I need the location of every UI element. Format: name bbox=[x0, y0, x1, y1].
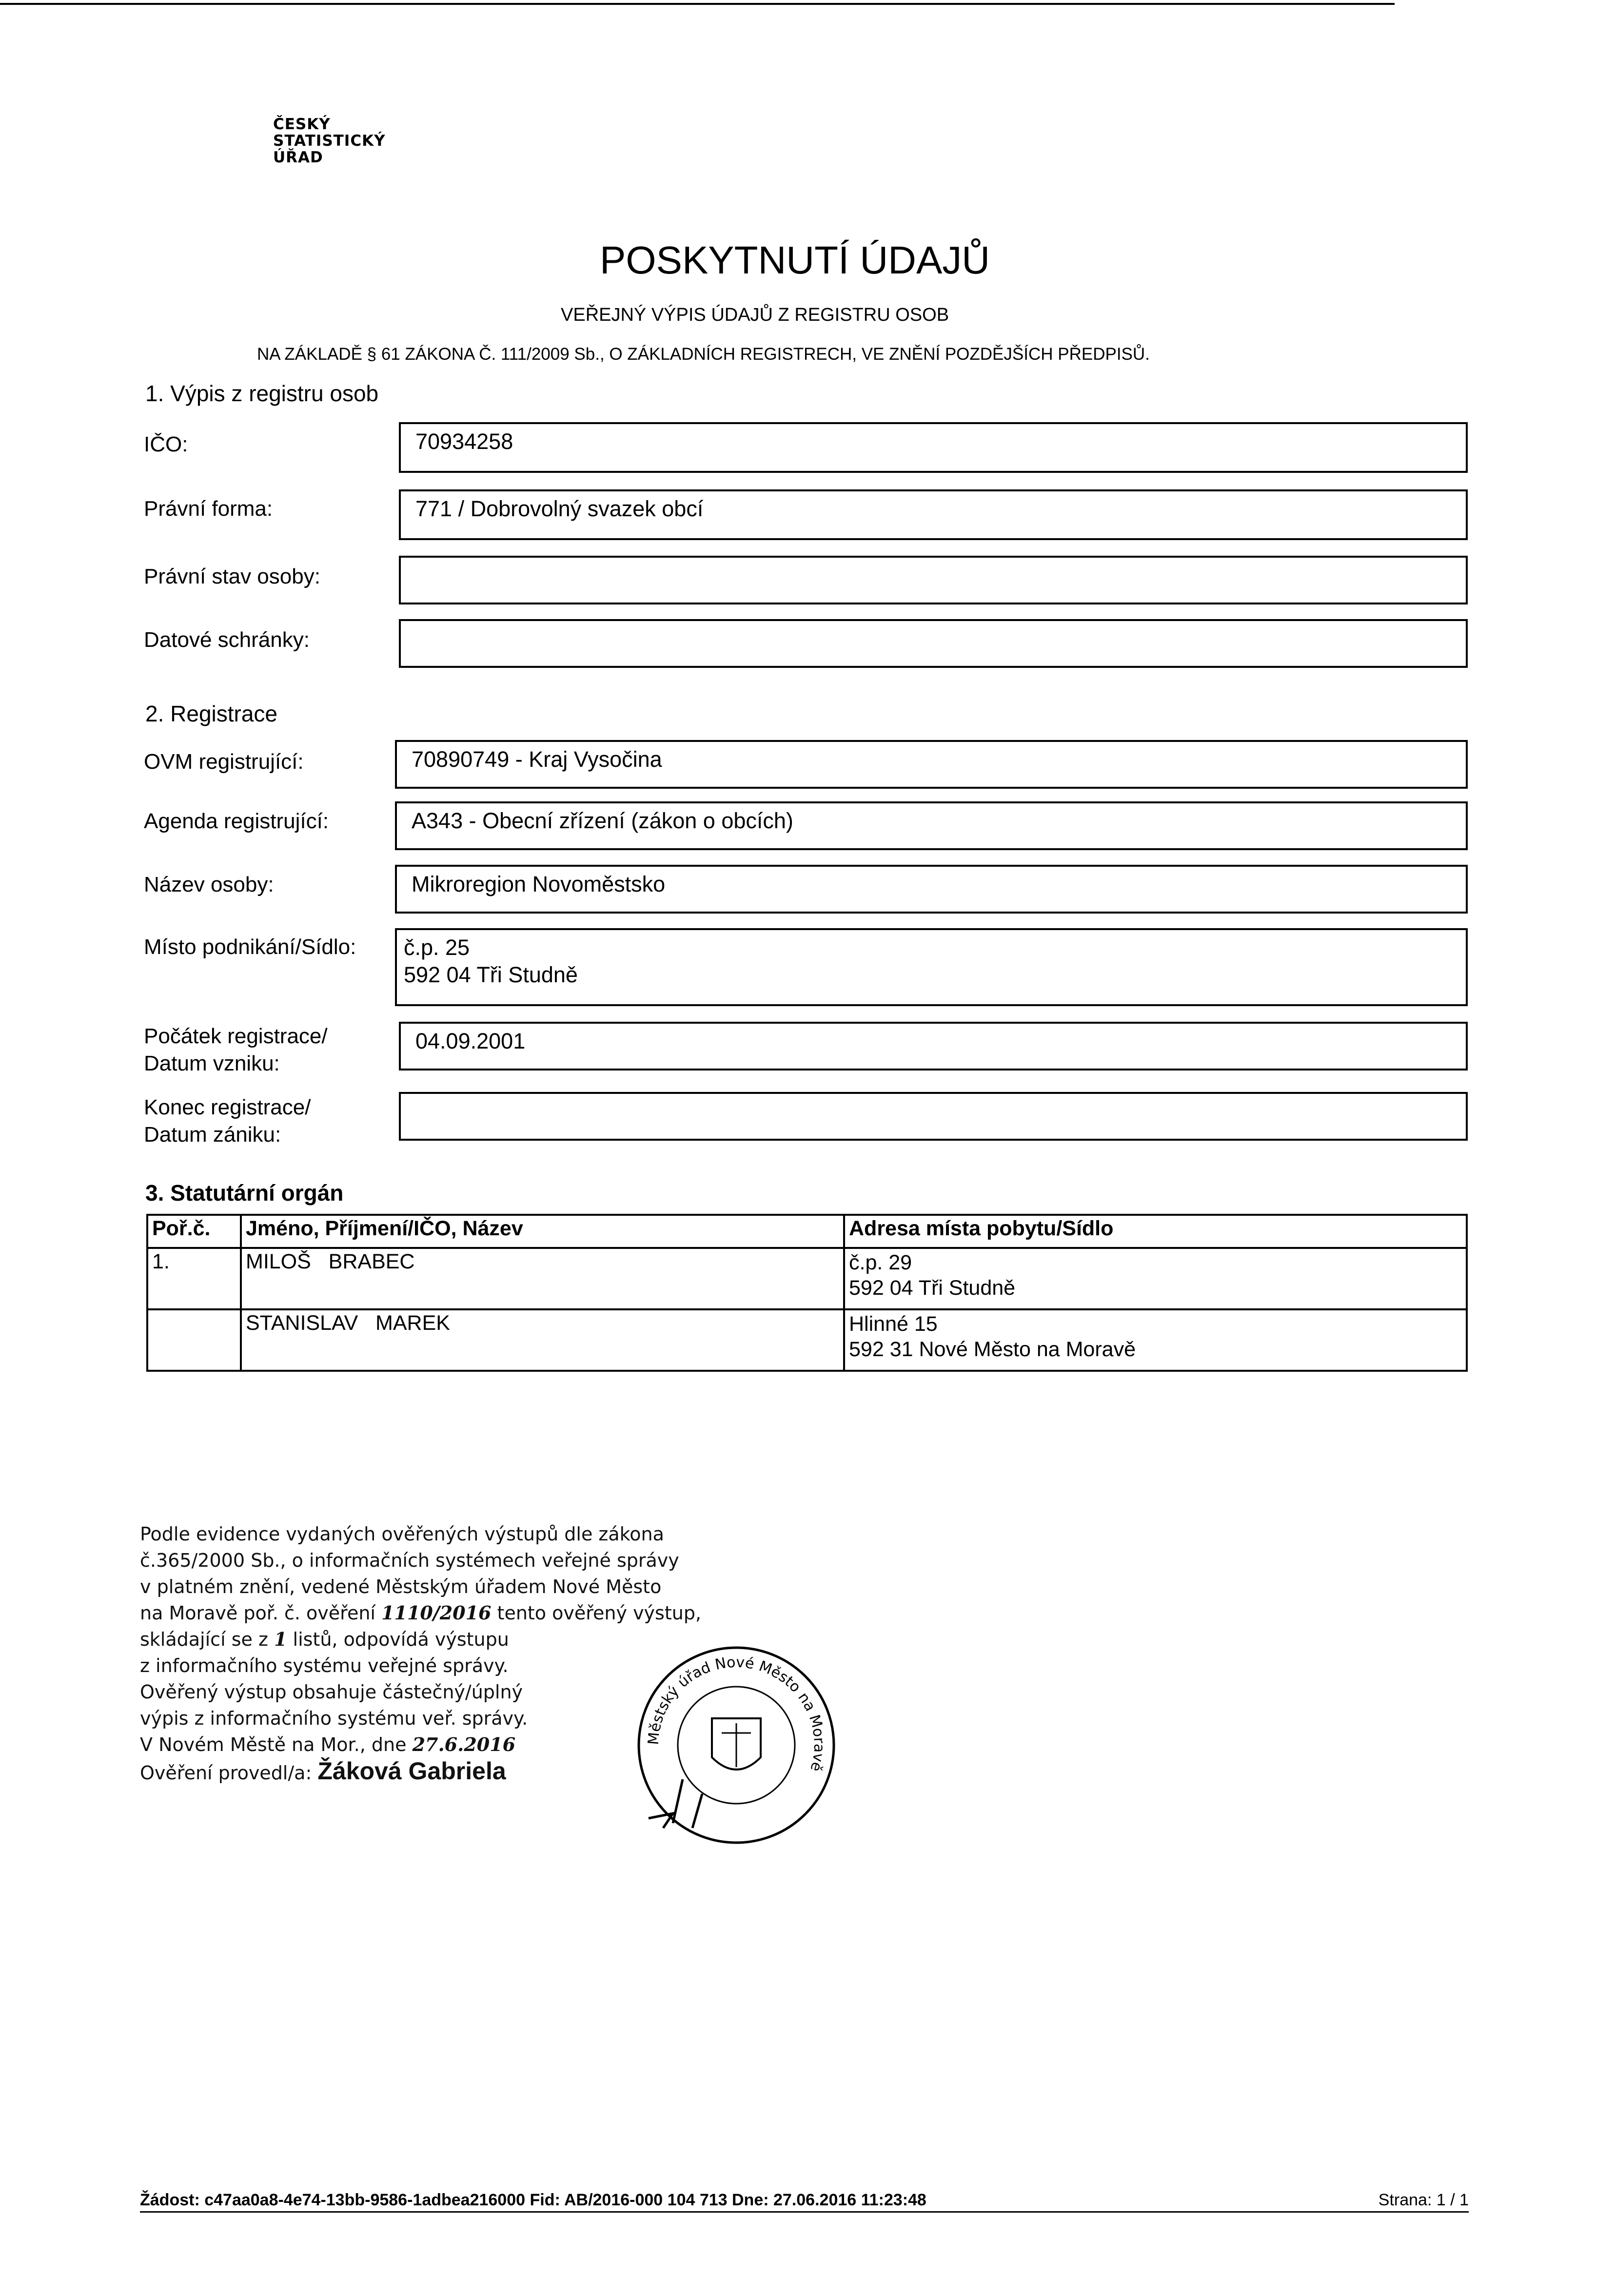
document-title: POSKYTNUTÍ ÚDAJŮ bbox=[600, 238, 990, 282]
agenda-field bbox=[395, 801, 1468, 850]
nazev-value: Mikroregion Novoměstsko bbox=[412, 872, 666, 896]
verification-line-5-tail: listů, odpovídá výstupu bbox=[287, 1629, 509, 1650]
verification-line-5 bbox=[140, 1626, 701, 1653]
logo-line-2: STATISTICKÝ bbox=[273, 132, 386, 150]
misto-field bbox=[395, 928, 1468, 1006]
handwritten-date: 27.6.2016 bbox=[412, 1733, 516, 1755]
pravni-forma-field bbox=[399, 489, 1468, 540]
column-header-name: Jméno, Příjmení/IČO, Název bbox=[241, 1215, 844, 1248]
verification-line-2: č.365/2000 Sb., o informačních systémech veřejné správy bbox=[140, 1550, 679, 1571]
pravni-stav-label: Právní stav osoby: bbox=[144, 564, 320, 588]
pocatek-label-line-1: Počátek registrace/ bbox=[144, 1024, 328, 1048]
nazev-label: Název osoby: bbox=[144, 873, 274, 896]
agenda-label: Agenda registrující: bbox=[144, 809, 329, 833]
row-index bbox=[147, 1309, 241, 1371]
datove-schranky-field bbox=[399, 619, 1468, 668]
pocatek-label-line-2: Datum vzniku: bbox=[144, 1051, 280, 1075]
misto-line-2: 592 04 Tři Studně bbox=[404, 962, 578, 987]
column-header-address: Adresa místa pobytu/Sídlo bbox=[844, 1215, 1467, 1248]
section-3-heading: 3. Statutární orgán bbox=[145, 1180, 344, 1206]
row-name: STANISLAV MAREK bbox=[241, 1309, 844, 1371]
verification-line-4-text: na Moravě poř. č. ověření bbox=[140, 1602, 382, 1624]
footer-rule bbox=[140, 2211, 1469, 2213]
column-header-index: Poř.č. bbox=[147, 1215, 241, 1248]
section-2-heading: 2. Registrace bbox=[145, 701, 278, 726]
verification-line-9-text: V Novém Městě na Mor., dne bbox=[140, 1734, 413, 1755]
pocatek-field bbox=[399, 1022, 1468, 1070]
konec-label-line-1: Konec registrace/ bbox=[144, 1095, 311, 1119]
pravni-forma-label: Právní forma: bbox=[144, 497, 273, 521]
verification-stamp-text bbox=[140, 1521, 701, 1786]
row-address bbox=[844, 1309, 1467, 1371]
verification-line-10 bbox=[140, 1758, 701, 1786]
handwritten-signature-mark bbox=[644, 1765, 722, 1833]
document-subtitle: VEŘEJNÝ VÝPIS ÚDAJŮ Z REGISTRU OSOB bbox=[561, 305, 949, 325]
seal-emblem-detail-icon bbox=[722, 1723, 751, 1767]
agenda-value: A343 - Obecní zřízení (zákon o obcích) bbox=[412, 808, 793, 833]
verification-line-5-text: skládající se z bbox=[140, 1629, 274, 1650]
signatory-name: Žáková Gabriela bbox=[317, 1757, 506, 1785]
verification-line-3: v platném znění, vedené Městským úřadem Nové Město bbox=[140, 1576, 662, 1597]
footer-page: Strana: 1 / 1 bbox=[1378, 2191, 1469, 2209]
row-address-line-1: č.p. 29 bbox=[849, 1251, 912, 1274]
pravni-stav-field bbox=[399, 556, 1468, 604]
section-1-heading: 1. Výpis z registru osob bbox=[145, 381, 379, 406]
ico-field bbox=[399, 422, 1468, 473]
verification-line-6: z informačního systému veřejné správy. bbox=[140, 1655, 509, 1676]
row-address-line-2: 592 04 Tři Studně bbox=[849, 1276, 1016, 1300]
statutory-body-table bbox=[146, 1214, 1468, 1372]
ico-label: IČO: bbox=[144, 432, 188, 456]
table-header-row bbox=[147, 1215, 1467, 1248]
top-rule bbox=[0, 3, 1395, 5]
misto-line-1: č.p. 25 bbox=[404, 935, 470, 960]
verification-line-9 bbox=[140, 1732, 701, 1758]
seal-line-2: Nové Město na Moravě bbox=[713, 1654, 828, 1773]
pravni-forma-value: 771 / Dobrovolný svazek obcí bbox=[415, 496, 704, 521]
verification-line-4 bbox=[140, 1600, 701, 1626]
verification-line-8: výpis z informačního systému veř. správy. bbox=[140, 1708, 528, 1729]
ovm-label: OVM registrující: bbox=[144, 750, 304, 774]
ovm-value: 70890749 - Kraj Vysočina bbox=[412, 747, 662, 772]
row-name: MILOŠ BRABEC bbox=[241, 1248, 844, 1309]
handwritten-record-number: 1110/2016 bbox=[381, 1602, 492, 1624]
legal-basis: NA ZÁKLADĚ § 61 ZÁKONA Č. 111/2009 Sb., O ZÁKLADNÍCH REGISTRECH, VE ZNĚNÍ POZDĚJŠÍCH PŘEDPISŮ. bbox=[257, 345, 1150, 364]
row-address-line-2: 592 31 Nové Město na Moravě bbox=[849, 1338, 1136, 1361]
pocatek-value: 04.09.2001 bbox=[415, 1029, 526, 1053]
misto-label: Místo podnikání/Sídlo: bbox=[144, 935, 356, 959]
verification-line-4-tail: tento ověřený výstup, bbox=[491, 1602, 702, 1624]
konec-label-line-2: Datum zániku: bbox=[144, 1123, 281, 1147]
nazev-field bbox=[395, 865, 1468, 914]
table-row bbox=[147, 1248, 1467, 1309]
footer-request: Žádost: c47aa0a8-4e74-13bb-9586-1adbea216000 Fid: AB/2016-000 104 713 Dne: 27.06.2016 11:23:48 bbox=[140, 2191, 926, 2209]
signature-stroke bbox=[649, 1779, 702, 1828]
datove-schranky-label: Datové schránky: bbox=[144, 628, 310, 652]
logo-line-3: ÚŘAD bbox=[273, 149, 323, 166]
row-address-line-1: Hlinné 15 bbox=[849, 1312, 938, 1336]
logo-line-1: ČESKÝ bbox=[273, 116, 331, 133]
handwritten-sheet-count: 1 bbox=[274, 1628, 287, 1650]
konec-label bbox=[144, 1094, 311, 1148]
row-index: 1. bbox=[147, 1248, 241, 1309]
ico-value: 70934258 bbox=[415, 429, 513, 454]
issuer-logo bbox=[273, 116, 386, 166]
pocatek-label bbox=[144, 1023, 328, 1077]
table-row bbox=[147, 1309, 1467, 1371]
seal-line-1: Městský úřad bbox=[645, 1658, 713, 1746]
verification-line-10-text: Ověření provedl/a: bbox=[140, 1762, 318, 1784]
verification-line-7: Ověřený výstup obsahuje částečný/úplný bbox=[140, 1681, 523, 1703]
verification-line-1: Podle evidence vydaných ověřených výstupů dle zákona bbox=[140, 1523, 664, 1545]
konec-field bbox=[399, 1092, 1468, 1141]
row-address bbox=[844, 1248, 1467, 1309]
ovm-field bbox=[395, 740, 1468, 789]
